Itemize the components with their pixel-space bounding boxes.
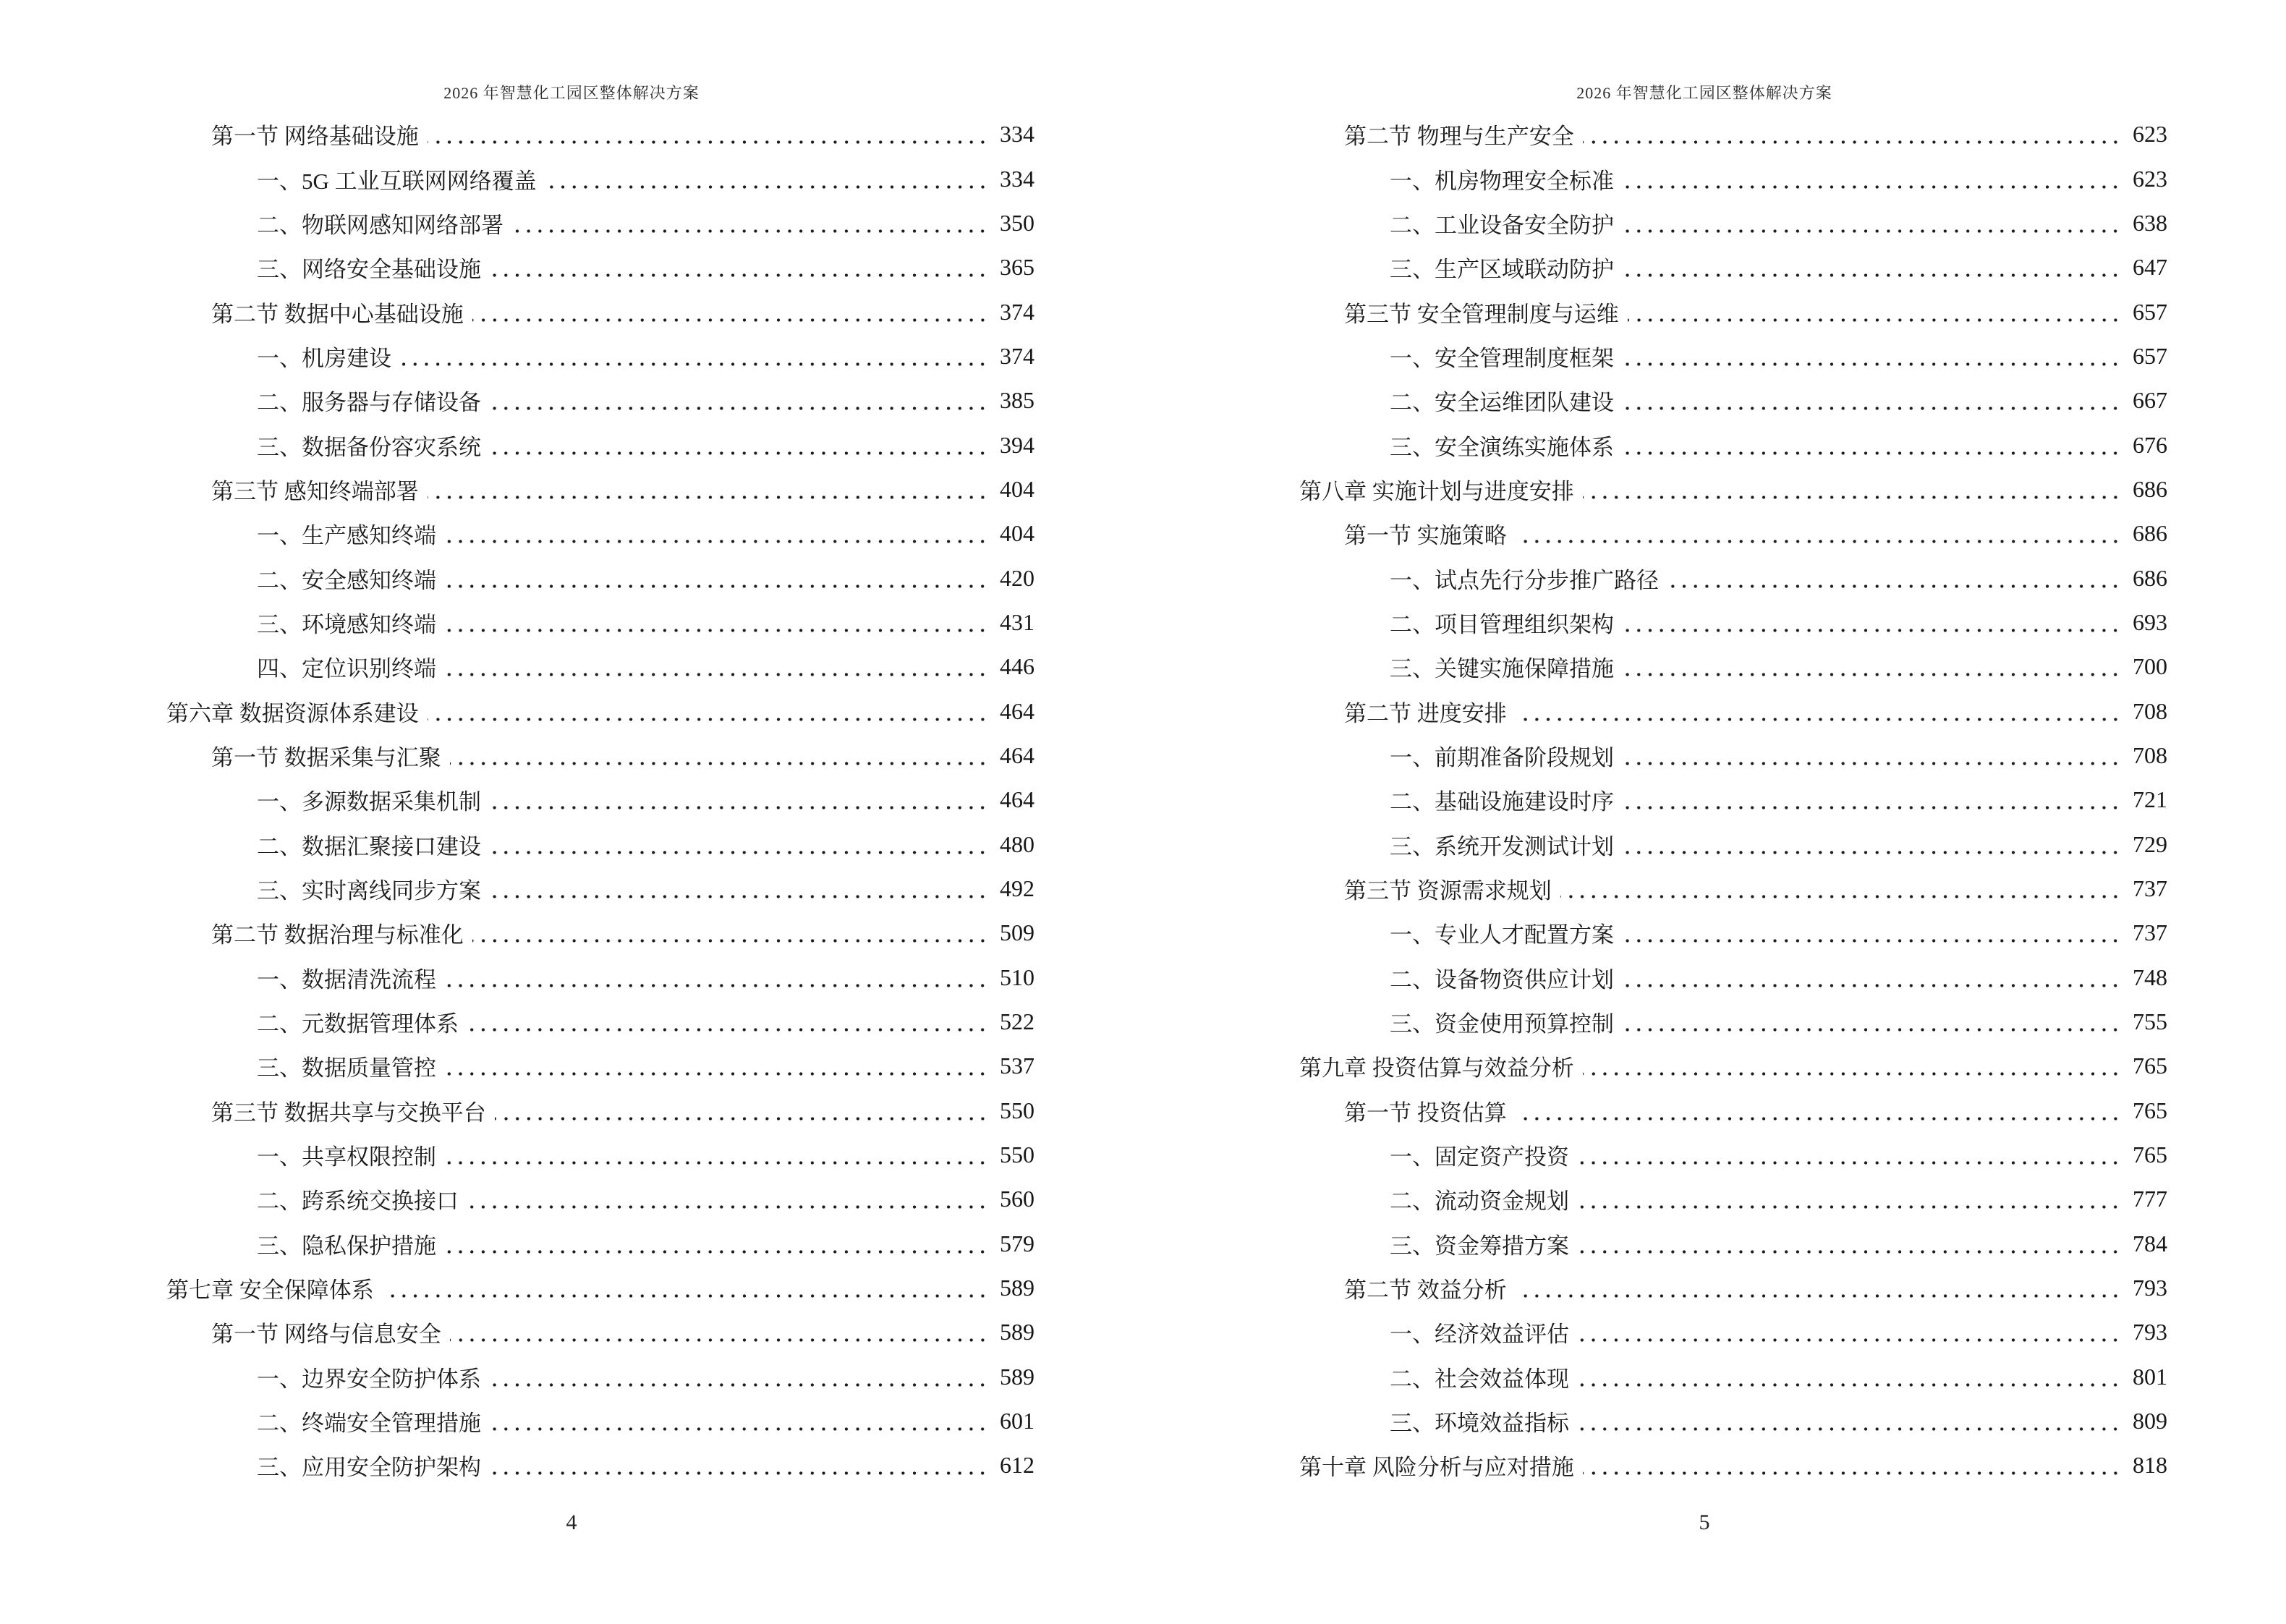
toc-entry [1133,1177,2276,1221]
toc-entry-label: 二、流动资金规划 [1390,1189,1569,1215]
toc-entry-label: 一、试点先行分步推广路径 [1390,567,1659,593]
toc-entry-page-number: 510 [1000,964,1034,990]
toc-entry [0,1177,1143,1221]
toc-entry [1133,1133,2276,1177]
toc-entry-label: 第九章 投资估算与效益分析 [1299,1055,1574,1081]
dot-leader [445,1250,988,1254]
toc-entry-label: 四、定位识别终端 [257,656,436,682]
toc-entry [0,1310,1143,1354]
dot-leader [1578,1161,2121,1165]
toc-entry-page-number: 334 [1000,165,1034,192]
toc-entry-label: 第二节 数据治理与标准化 [211,922,464,948]
toc-entry-page-number: 729 [2133,830,2167,857]
dot-leader [1623,229,2121,233]
toc-entry [0,156,1143,200]
toc-entry-page-number: 784 [2133,1230,2167,1257]
toc-entry-page-number: 404 [1000,475,1034,502]
toc-entry [0,1443,1143,1487]
toc-entry [0,511,1143,556]
toc-entry-label: 三、安全演练实施体系 [1390,434,1614,460]
toc-entry-label: 三、实时离线同步方案 [257,878,481,904]
toc-entry-page-number: 601 [1000,1408,1034,1434]
toc-entry [1133,1000,2276,1044]
toc-entry-page-number: 374 [1000,298,1034,325]
toc-entry-page-number: 623 [2133,121,2167,148]
toc-entry [0,911,1143,955]
toc-entry-label: 三、资金筹措方案 [1390,1233,1569,1259]
toc-entry [1133,1044,2276,1088]
toc-entry-page-number: 737 [2133,875,2167,902]
toc-entry [1133,689,2276,733]
page-number-footer: 4 [566,1510,577,1534]
toc-entry-label: 三、隐私保护措施 [257,1233,436,1259]
toc-entry-label: 第三节 安全管理制度与运维 [1344,301,1619,327]
toc-entry-page-number: 589 [1000,1319,1034,1345]
toc-entry [1133,245,2276,289]
toc-entry-label: 第二节 物理与生产安全 [1344,124,1574,150]
toc-entry-page-number: 374 [1000,342,1034,369]
toc-entry-label: 一、经济效益评估 [1390,1322,1569,1348]
toc-entry-page-number: 464 [1000,741,1034,768]
dot-leader [445,584,988,588]
toc-entry-label: 第一节 数据采集与汇聚 [211,744,441,770]
toc-entry [1133,822,2276,867]
toc-entry [0,1222,1143,1266]
dot-leader [1623,185,2121,189]
toc-entry-label: 一、专业人才配置方案 [1390,922,1614,948]
toc-entry-label: 二、工业设备安全防护 [1390,212,1614,238]
toc-entry-label: 第三节 资源需求规划 [1344,878,1552,904]
dot-leader [495,1117,988,1121]
toc-entry [0,1266,1143,1310]
toc-entry-page-number: 755 [2133,1008,2167,1035]
toc-entry-page-number: 809 [2133,1408,2167,1434]
toc-entry [1133,645,2276,689]
page-number-footer: 5 [1699,1510,1710,1534]
dot-leader [400,362,988,366]
toc-entry [0,556,1143,600]
toc-entry-page-number: 537 [1000,1053,1034,1079]
toc-entry-page-number: 748 [2133,964,2167,990]
toc-entry [0,1089,1143,1133]
toc-entry [1133,1443,2276,1487]
dot-leader [450,762,988,765]
toc-entry-page-number: 446 [1000,653,1034,680]
dot-leader [1578,1250,2121,1254]
toc-entry-page-number: 657 [2133,298,2167,325]
dot-leader [472,318,988,322]
toc-entry [0,378,1143,422]
toc-entry-page-number: 700 [2133,653,2167,680]
toc-entry-page-number: 431 [1000,608,1034,635]
toc-entry-label: 一、固定资产投资 [1390,1144,1569,1170]
toc-entry [1133,467,2276,511]
toc-entry-page-number: 657 [2133,342,2167,369]
toc-entry-page-number: 550 [1000,1097,1034,1123]
toc-entry-page-number: 385 [1000,387,1034,414]
toc-entry-label: 二、服务器与存储设备 [257,390,481,416]
dot-leader [1667,584,2121,588]
toc-entry-page-number: 560 [1000,1186,1034,1212]
dot-leader [1623,629,2121,632]
toc-entry-label: 第三节 数据共享与交换平台 [211,1100,486,1126]
toc-entry [1133,1355,2276,1399]
toc-entry-label: 第一节 投资估算 [1344,1100,1507,1126]
toc-entry [0,956,1143,1000]
dot-leader [1583,1471,2121,1475]
dot-leader [1623,1028,2121,1032]
toc-entry-page-number: 638 [2133,209,2167,236]
toc-entry-label: 第二节 数据中心基础设施 [211,301,464,327]
toc-entry-page-number: 765 [2133,1142,2167,1168]
toc-entry [0,1355,1143,1399]
toc-entry-page-number: 589 [1000,1363,1034,1390]
toc-entry-page-number: 394 [1000,431,1034,458]
page-header-title: 2026 年智慧化工园区整体解决方案 [1576,84,1832,102]
toc-entry-page-number: 686 [2133,520,2167,547]
toc-entry-page-number: 647 [2133,254,2167,281]
toc-entry-page-number: 612 [1000,1452,1034,1479]
toc-entry-label: 二、跨系统交换接口 [257,1189,459,1215]
dot-leader [1578,1383,2121,1387]
toc-entry-label: 一、前期准备阶段规划 [1390,744,1614,770]
toc-entry [0,689,1143,733]
toc-entry-page-number: 708 [2133,697,2167,724]
dot-leader [445,540,988,543]
toc-entry-page-number: 667 [2133,387,2167,414]
toc-entry [0,778,1143,822]
dot-leader [490,851,988,854]
toc-entry [0,867,1143,911]
toc-entry-label: 三、系统开发测试计划 [1390,833,1614,859]
toc-entry-label: 二、项目管理组织架构 [1390,611,1614,637]
toc-entry-page-number: 492 [1000,875,1034,902]
toc-entry-label: 三、数据备份容灾系统 [257,434,481,460]
toc-entry [0,112,1143,156]
toc-entry [1133,1089,2276,1133]
toc-entry-label: 二、基础设施建设时序 [1390,789,1614,815]
toc-entry [0,645,1143,689]
dot-leader [490,273,988,277]
toc-entry-label: 一、边界安全防护体系 [257,1366,481,1392]
toc-entry [1133,556,2276,600]
toc-entry-page-number: 686 [2133,475,2167,502]
toc-entry-page-number: 765 [2133,1053,2167,1079]
dot-leader [1583,140,2121,144]
toc-entry-page-number: 693 [2133,608,2167,635]
toc-entry-page-number: 765 [2133,1097,2167,1123]
dot-leader [490,895,988,898]
toc-entry [1133,112,2276,156]
toc-entry-label: 一、共享权限控制 [257,1144,436,1170]
dot-leader [490,1427,988,1431]
dot-leader [490,806,988,809]
toc-entry-page-number: 522 [1000,1008,1034,1035]
dot-leader [1560,895,2121,898]
dot-leader [1628,318,2121,322]
toc-entry-page-number: 464 [1000,697,1034,724]
toc-entry-page-number: 818 [2133,1452,2167,1479]
toc-entry [1133,289,2276,333]
toc-entry [0,334,1143,378]
toc-entry [1133,422,2276,467]
toc-entry-page-number: 676 [2133,431,2167,458]
dot-leader [1516,540,2121,543]
dot-leader [1516,718,2121,721]
toc-entry [1133,600,2276,645]
dot-leader [445,984,988,987]
toc-list [0,112,1143,1488]
toc-entry-label: 第一节 网络基础设施 [211,124,419,150]
toc-entry-label: 三、资金使用预算控制 [1390,1011,1614,1037]
toc-entry [0,201,1143,245]
dot-leader [445,1072,988,1076]
toc-entry-page-number: 350 [1000,209,1034,236]
dot-leader [1623,939,2121,943]
toc-entry-label: 一、机房物理安全标准 [1390,168,1614,194]
toc-entry [0,1133,1143,1177]
dot-leader [1623,362,2121,366]
dot-leader [428,718,988,721]
toc-entry [0,289,1143,333]
toc-entry-label: 三、环境效益指标 [1390,1411,1569,1437]
toc-entry-label: 二、元数据管理体系 [257,1011,459,1037]
dot-leader [1623,984,2121,987]
dot-leader [428,140,988,144]
toc-entry-label: 第二节 效益分析 [1344,1277,1507,1304]
dot-leader [1516,1117,2121,1121]
dot-leader [1578,1338,2121,1342]
toc-entry-label: 三、网络安全基础设施 [257,257,481,283]
dot-leader [1583,1072,2121,1076]
toc-entry-label: 三、环境感知终端 [257,611,436,637]
toc-entry [0,822,1143,867]
toc-entry [1133,778,2276,822]
toc-entry-label: 一、生产感知终端 [257,523,436,549]
toc-entry [1133,201,2276,245]
dot-leader [1623,273,2121,277]
toc-entry-label: 一、安全管理制度框架 [1390,345,1614,371]
dot-leader [445,1161,988,1165]
dot-leader [490,451,988,455]
toc-entry-page-number: 420 [1000,564,1034,591]
toc-entry [1133,156,2276,200]
toc-entry [1133,1222,2276,1266]
toc-entry-label: 二、数据汇聚接口建设 [257,833,481,859]
toc-entry-page-number: 579 [1000,1230,1034,1257]
toc-entry-page-number: 793 [2133,1319,2167,1345]
toc-entry [0,734,1143,778]
dot-leader [1623,806,2121,809]
dot-leader [490,407,988,410]
toc-entry [0,467,1143,511]
toc-entry [1133,956,2276,1000]
dot-leader [472,939,988,943]
toc-entry [1133,1266,2276,1310]
toc-page-right [1133,0,2276,1624]
toc-entry-label: 二、安全感知终端 [257,567,436,593]
toc-entry-label: 三、生产区域联动防护 [1390,257,1614,283]
toc-entry-page-number: 480 [1000,830,1034,857]
toc-entry-label: 三、关键实施保障措施 [1390,656,1614,682]
toc-entry-page-number: 365 [1000,254,1034,281]
toc-entry [1133,1310,2276,1354]
toc-entry [1133,1399,2276,1443]
toc-entry-page-number: 623 [2133,165,2167,192]
toc-entry-label: 第七章 安全保障体系 [166,1277,374,1304]
toc-entry-label: 二、终端安全管理措施 [257,1411,481,1437]
toc-entry-label: 第六章 数据资源体系建设 [166,700,419,726]
toc-entry [0,1399,1143,1443]
toc-entry [1133,911,2276,955]
dot-leader [467,1205,988,1209]
dot-leader [467,1028,988,1032]
toc-entry-label: 第一节 实施策略 [1344,523,1507,549]
toc-entry-page-number: 589 [1000,1275,1034,1301]
toc-entry-page-number: 334 [1000,121,1034,148]
dot-leader [445,673,988,676]
toc-entry-label: 第十章 风险分析与应对措施 [1299,1455,1574,1481]
toc-entry-label: 一、5G 工业互联网网络覆盖 [257,168,537,194]
dot-leader [1623,451,2121,455]
toc-entry-page-number: 464 [1000,786,1034,813]
toc-entry-label: 二、设备物资供应计划 [1390,966,1614,992]
toc-entry-page-number: 793 [2133,1275,2167,1301]
dot-leader [1623,762,2121,765]
toc-entry-label: 二、安全运维团队建设 [1390,390,1614,416]
dot-leader [383,1294,988,1298]
toc-entry [1133,734,2276,778]
toc-entry-label: 第八章 实施计划与进度安排 [1299,478,1574,504]
dot-leader [1623,673,2121,676]
toc-entry-label: 第二节 进度安排 [1344,700,1507,726]
toc-entry [0,600,1143,645]
toc-entry [0,1044,1143,1088]
toc-entry-page-number: 737 [2133,919,2167,946]
dot-leader [450,1338,988,1342]
page-header-title: 2026 年智慧化工园区整体解决方案 [443,84,700,102]
toc-entry-label: 二、物联网感知网络部署 [257,212,503,238]
dot-leader [1623,407,2121,410]
dot-leader [1623,851,2121,854]
toc-entry [0,422,1143,467]
toc-entry [1133,511,2276,556]
toc-entry-label: 一、机房建设 [257,345,391,371]
dot-leader [428,496,988,499]
dot-leader [545,185,988,189]
toc-entry-page-number: 708 [2133,741,2167,768]
toc-entry-page-number: 801 [2133,1363,2167,1390]
dot-leader [490,1471,988,1475]
toc-entry-page-number: 777 [2133,1186,2167,1212]
toc-entry-label: 第三节 感知终端部署 [211,478,419,504]
toc-entry-page-number: 509 [1000,919,1034,946]
dot-leader [490,1383,988,1387]
dot-leader [1578,1205,2121,1209]
toc-entry [0,245,1143,289]
toc-entry-page-number: 404 [1000,520,1034,547]
toc-entry-page-number: 721 [2133,786,2167,813]
dot-leader [1583,496,2121,499]
toc-entry [1133,378,2276,422]
toc-entry [1133,334,2276,378]
toc-entry-label: 第一节 网络与信息安全 [211,1322,441,1348]
toc-entry-label: 一、数据清洗流程 [257,966,436,992]
dot-leader [1578,1427,2121,1431]
toc-entry-page-number: 686 [2133,564,2167,591]
dot-leader [512,229,988,233]
toc-entry-page-number: 550 [1000,1142,1034,1168]
dot-leader [1516,1294,2121,1298]
toc-entry-label: 三、数据质量管控 [257,1055,436,1081]
toc-entry-label: 一、多源数据采集机制 [257,789,481,815]
toc-entry [1133,867,2276,911]
dot-leader [445,629,988,632]
toc-entry [0,1000,1143,1044]
toc-entry-label: 二、社会效益体现 [1390,1366,1569,1392]
toc-list [1133,112,2276,1488]
toc-entry-label: 三、应用安全防护架构 [257,1455,481,1481]
